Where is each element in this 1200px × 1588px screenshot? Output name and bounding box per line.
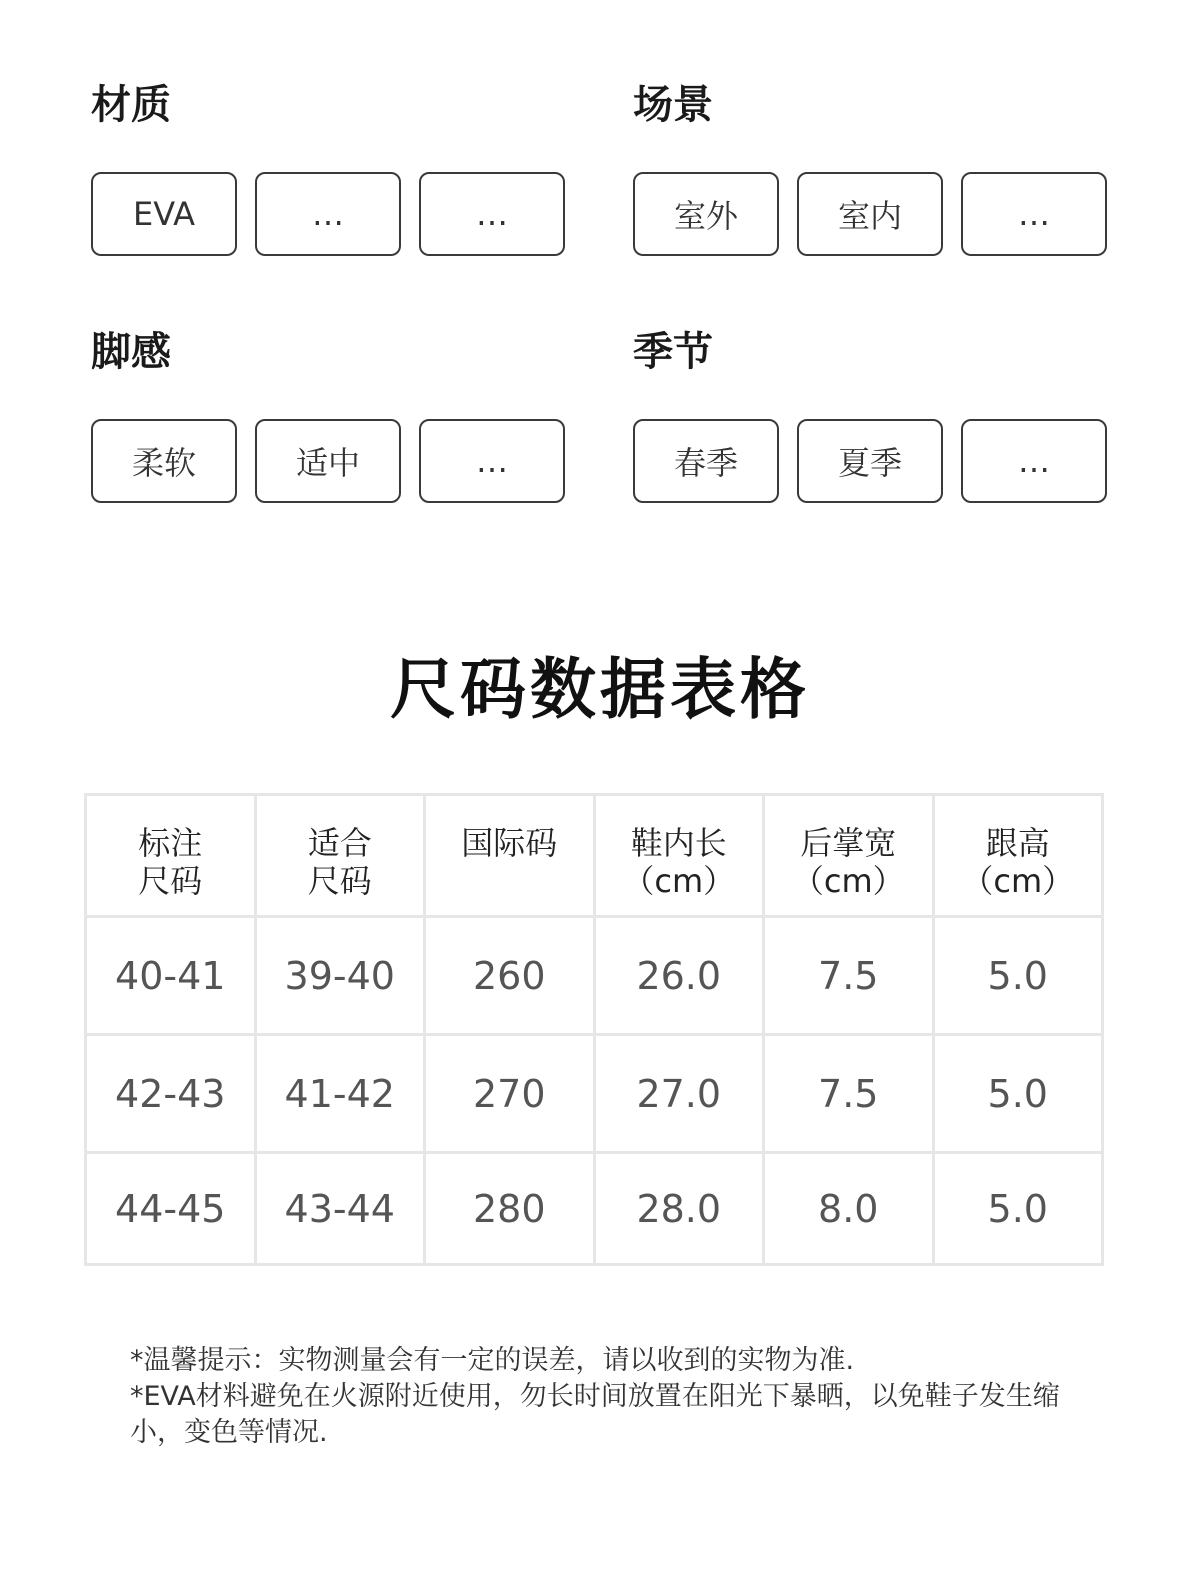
header-line: 跟高 [985,824,1050,862]
feel-tag[interactable]: … [419,419,565,503]
season-tag[interactable]: … [961,419,1107,503]
table-cell: 5.0 [933,1153,1103,1265]
table-cell: 40-41 [86,917,256,1035]
header-cell [933,795,1103,917]
season-tags [633,419,1113,503]
material-title: 材质 [91,82,171,128]
header-line: 鞋内长 [630,824,727,862]
season-title: 季节 [633,329,713,375]
season-group [633,327,1113,503]
header-line: （cm） [961,862,1075,900]
header-cell [255,795,425,917]
season-tag[interactable]: 春季 [633,419,779,503]
material-tag[interactable]: … [255,172,401,256]
scene-tag[interactable]: … [961,172,1107,256]
scene-group [633,80,1113,256]
material-group [91,80,571,256]
size-table [84,793,1104,1266]
header-line: 尺码 [138,862,203,900]
table-row [86,917,1103,1035]
table-cell: 280 [425,1153,595,1265]
note-tolerance: *温馨提示：实物测量会有一定的误差，请以收到的实物为准. [130,1345,855,1376]
material-tag[interactable]: EVA [91,172,237,256]
table-cell: 28.0 [594,1153,764,1265]
scene-tags [633,172,1113,256]
header-line: 后掌宽 [800,824,897,862]
material-tags [91,172,571,256]
header-line: 标注 [138,824,203,862]
table-cell: 8.0 [764,1153,934,1265]
note-eva-care: *EVA材料避免在火源附近使用，勿长时间放置在阳光下暴晒，以免鞋子发生缩小，变色等情况. [130,1381,1060,1448]
header-cell [86,795,256,917]
table-header-row [86,795,1103,917]
table-cell: 7.5 [764,917,934,1035]
header-line: 国际码 [461,824,558,862]
table-cell: 7.5 [764,1035,934,1153]
table-cell: 26.0 [594,917,764,1035]
header-line: 尺码 [307,862,372,900]
table-cell: 5.0 [933,1035,1103,1153]
season-tag[interactable]: 夏季 [797,419,943,503]
table-row [86,1035,1103,1153]
header-line: （cm） [622,862,736,900]
header-cell [594,795,764,917]
header-cell [425,795,595,917]
feel-tag[interactable]: 柔软 [91,419,237,503]
scene-title: 场景 [633,82,713,128]
table-cell: 270 [425,1035,595,1153]
size-chart-title: 尺码数据表格 [390,651,810,728]
feel-tags [91,419,571,503]
feel-group [91,327,571,503]
feel-tag[interactable]: 适中 [255,419,401,503]
scene-tag[interactable]: 室内 [797,172,943,256]
table-cell: 27.0 [594,1035,764,1153]
table-cell: 260 [425,917,595,1035]
table-cell: 39-40 [255,917,425,1035]
table-cell: 41-42 [255,1035,425,1153]
header-cell [764,795,934,917]
table-cell: 5.0 [933,917,1103,1035]
material-tag[interactable]: … [419,172,565,256]
table-cell: 42-43 [86,1035,256,1153]
feel-title: 脚感 [91,329,171,375]
table-cell: 44-45 [86,1153,256,1265]
header-line: （cm） [791,862,905,900]
table-cell: 43-44 [255,1153,425,1265]
notes [130,1343,1090,1451]
table-row [86,1153,1103,1265]
header-line: 适合 [307,824,372,862]
scene-tag[interactable]: 室外 [633,172,779,256]
